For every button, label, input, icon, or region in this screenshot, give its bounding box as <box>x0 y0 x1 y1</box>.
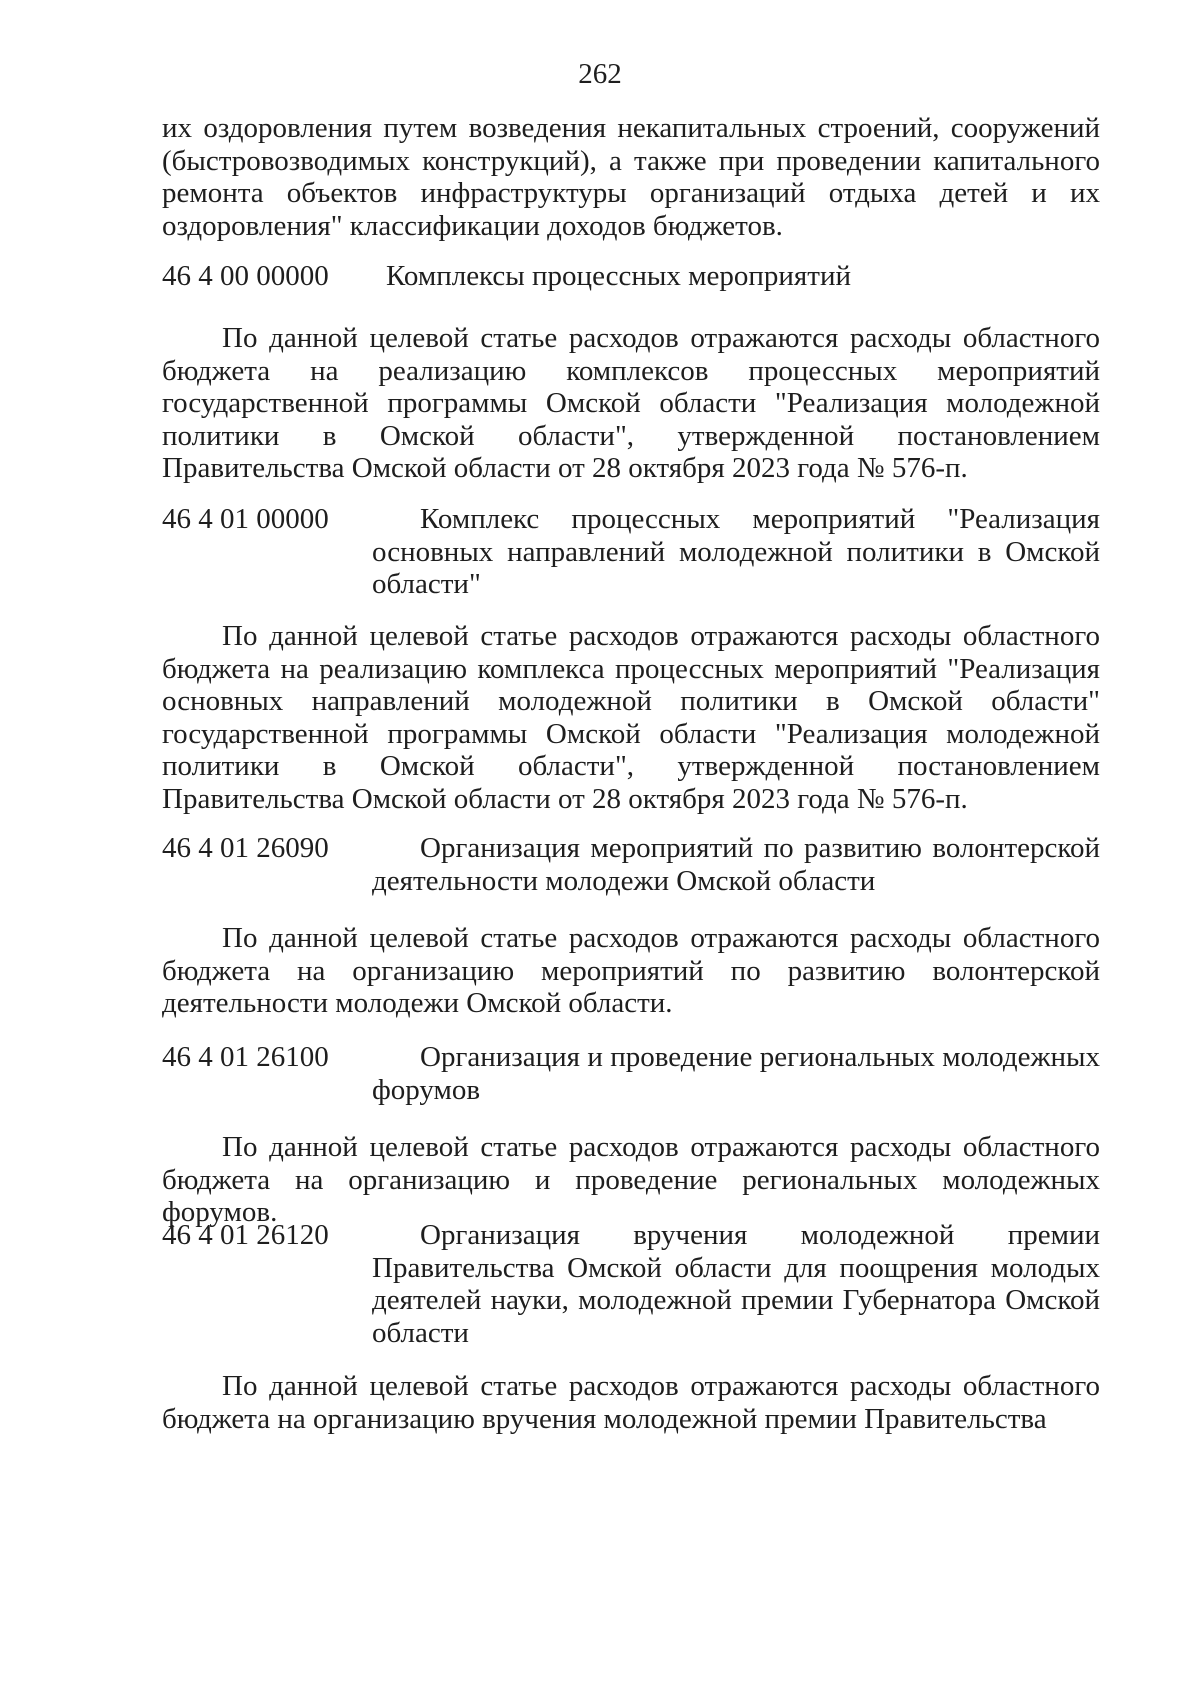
section-code: 46 4 01 26120 <box>162 1219 329 1251</box>
section-description: По данной целевой статье расходов отражаются расходы областного бюджета на организацию мероприятий по развитию волонтерской деятельности молодежи Омской области. <box>162 922 1100 1019</box>
section-description: По данной целевой статье расходов отражаются расходы областного бюджета на реализацию комплекса процессных мероприятий "Реализация основных направлений молодежной политики в Омской области" государственной программы Омской области "Реализация молодежной политики в Омской области", утвержденной постановлением Правительства Омской области от 28 октября 2023 года № 576-п. <box>162 620 1100 815</box>
section-heading-46-4-01-00000 <box>162 503 1100 601</box>
paragraph-intro: их оздоровления путем возведения некапитальных строений, сооружений (быстровозводимых конструкций), а также при проведении капитального ремонта объектов инфраструктуры организаций отдыха детей и их оздоровления" классификации доходов бюджетов. <box>162 112 1100 242</box>
section-code: 46 4 01 26100 <box>162 1041 329 1073</box>
section-code: 46 4 01 00000 <box>162 503 329 535</box>
section-title: Организация мероприятий по развитию волонтерской деятельности молодежи Омской области <box>372 832 1100 897</box>
section-heading-46-4-00-00000 <box>162 260 1100 293</box>
section-title: Комплекс процессных мероприятий "Реализация основных направлений молодежной политики в Омской области" <box>372 503 1100 600</box>
page-number: 262 <box>578 58 622 90</box>
section-title: Организация и проведение региональных молодежных форумов <box>372 1041 1100 1106</box>
section-code: 46 4 01 26090 <box>162 832 329 864</box>
section-code: 46 4 00 00000 <box>162 260 329 292</box>
section-title: Комплексы процессных мероприятий <box>386 260 851 292</box>
section-heading-46-4-01-26120 <box>162 1219 1100 1349</box>
section-description: По данной целевой статье расходов отражаются расходы областного бюджета на организацию и проведение региональных молодежных форумов. <box>162 1131 1100 1228</box>
section-title: Организация вручения молодежной премии Правительства Омской области для поощрения молодых деятелей науки, молодежной премии Губернатора Омской области <box>372 1219 1100 1349</box>
section-description: По данной целевой статье расходов отражаются расходы областного бюджета на реализацию комплексов процессных мероприятий государственной программы Омской области "Реализация молодежной политики в Омской области", утвержденной постановлением Правительства Омской области от 28 октября 2023 года № 576-п. <box>162 322 1100 484</box>
section-description: По данной целевой статье расходов отражаются расходы областного бюджета на организацию вручения молодежной премии Правительства <box>162 1370 1100 1435</box>
section-heading-46-4-01-26090 <box>162 832 1100 897</box>
section-heading-46-4-01-26100 <box>162 1041 1100 1106</box>
